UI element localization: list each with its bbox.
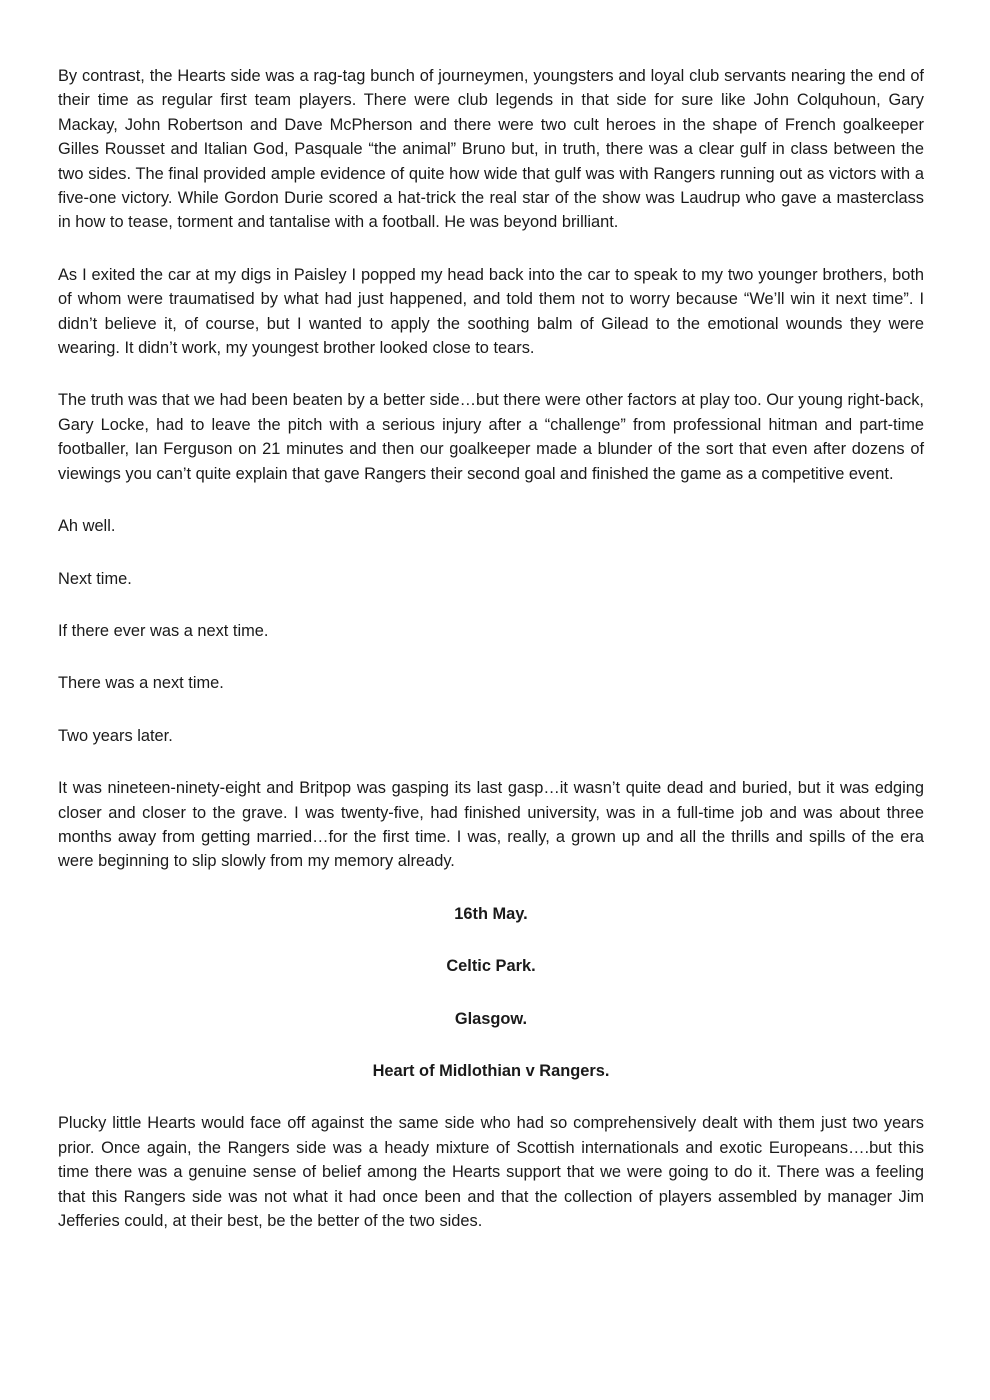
heading-date: 16th May. xyxy=(454,904,528,923)
paragraph-truth: The truth was that we had been beaten by a better side…but there were other factors at play too. Our young right-back, Gary Locke, had to leave the pitch with a serious injury after a “challenge” from professional hitman and part-time footballer, Ian Ferguson on 21 minutes and then our goalkeeper made a blunder of the sort that even after dozens of viewings you can’t quite explain that gave Rangers their second goal and finished the game as a competitive event. xyxy=(58,391,924,483)
paragraph-two-years-later: Two years later. xyxy=(58,726,173,745)
paragraph-exited-car: As I exited the car at my digs in Paisley I popped my head back into the car to speak to my two younger brothers, both of whom were traumatised by what had just happened, and told them not to worry because “We’ll win it next time”. I didn’t believe it, of course, but I wanted to apply the soothing balm of Gilead to the emotional wounds they were wearing. It didn’t work, my youngest brother looked close to tears. xyxy=(58,265,924,358)
heading-fixture: Heart of Midlothian v Rangers. xyxy=(372,1061,610,1080)
paragraph-plucky-hearts: Plucky little Hearts would face off against the same side who had so comprehensively dealt with them just two years prior. Once again, the Rangers side was a heady mixture of Scottish internationals and exotic Europeans….but this time there was a genuine sense of belief among the Hearts support that we were going to do it. There was a feeling that this Rangers side was not what it had once been and that the collection of players assembled by manager Jim Jefferies could, at their best, be the better of the two sides. xyxy=(58,1114,924,1230)
paragraph-nineteen-ninety-eight: It was nineteen-ninety-eight and Britpop was gasping its last gasp…it wasn’t quite dead and buried, but it was edging closer and closer to the grave. I was twenty-five, had finished university, was in a full-time job and was about three months away from getting married…for the first time. I was, really, a grown up and all the thrills and spills of the era were beginning to slip slowly from my memory already. xyxy=(58,779,924,871)
paragraph-next-time: Next time. xyxy=(58,569,132,588)
paragraph-if-there-ever: If there ever was a next time. xyxy=(58,621,269,640)
paragraph-there-was-next: There was a next time. xyxy=(58,674,224,693)
document-page xyxy=(58,64,924,1233)
paragraph-ah-well: Ah well. xyxy=(58,517,116,536)
heading-venue: Celtic Park. xyxy=(446,957,536,976)
paragraph-hearts-side: By contrast, the Hearts side was a rag-tag bunch of journeymen, youngsters and loyal club servants nearing the end of their time as regular first team players. There were club legends in that side for sure like John Colquhoun, Gary Mackay, John Robertson and Dave McPherson and there were two cult heroes in the shape of French goalkeeper Gilles Rousset and Italian God, Pasquale “the animal” Bruno but, in truth, there was a clear gulf in class between the two sides. The final provided ample evidence of quite how wide that gulf was with Rangers running out as victors with a five-one victory. While Gordon Durie scored a hat-trick the real star of the show was Laudrup who gave a masterclass in how to tease, torment and tantalise with a football. He was beyond brilliant. xyxy=(58,67,924,232)
heading-city: Glasgow. xyxy=(454,1009,528,1028)
